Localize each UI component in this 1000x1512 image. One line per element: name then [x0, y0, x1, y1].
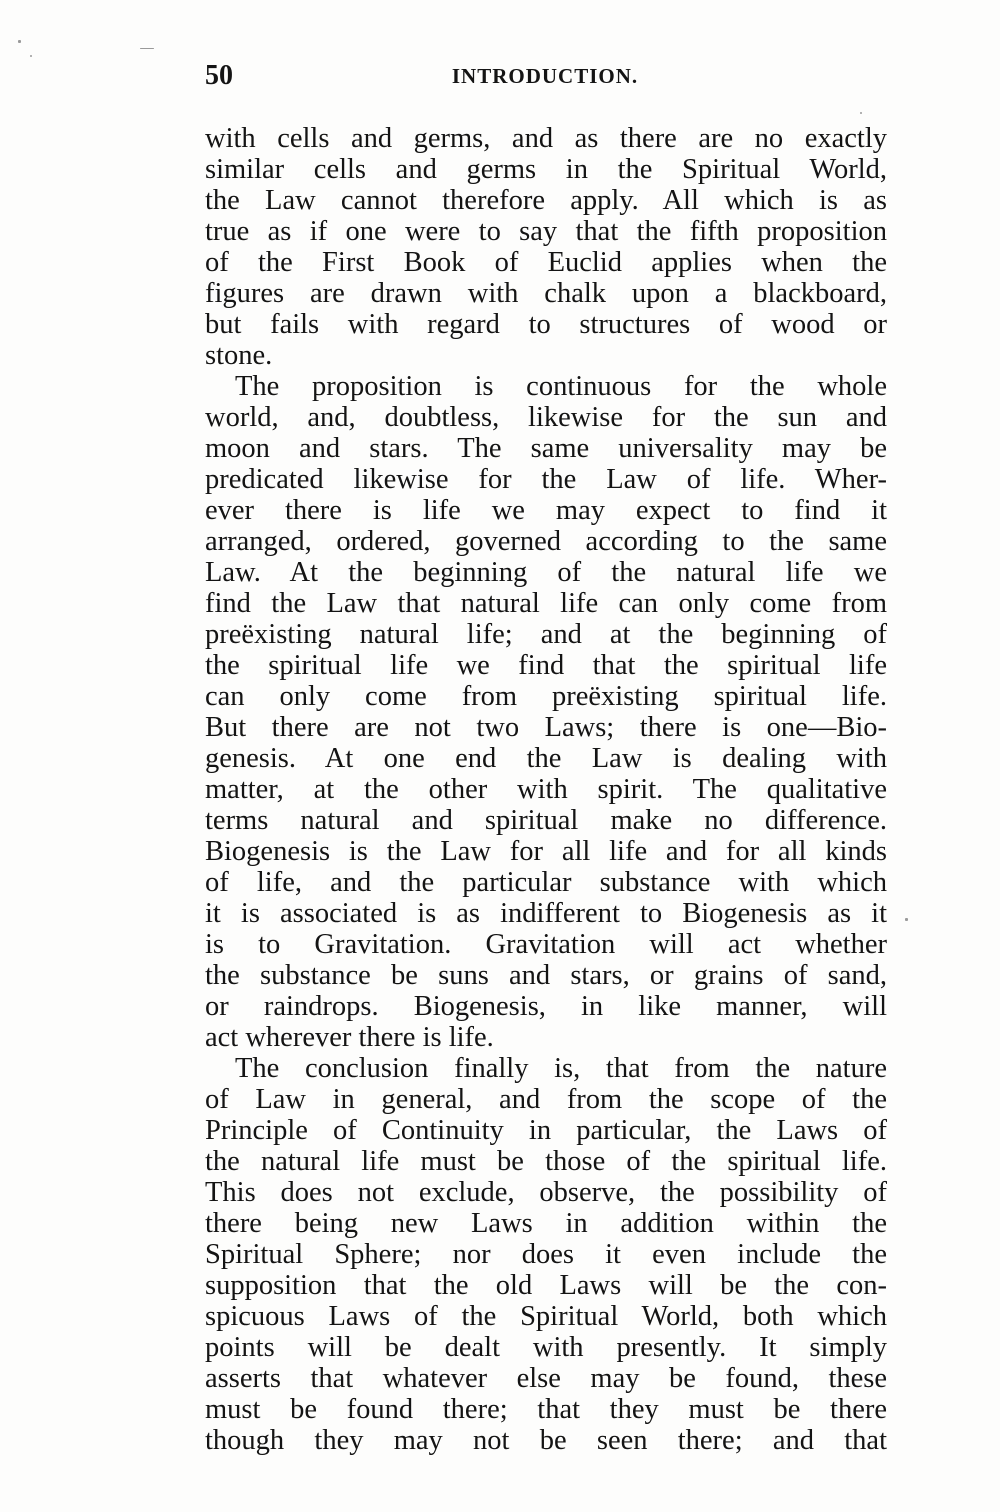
text-line: true as if one were to say that the fifth proposition: [205, 216, 887, 247]
text-line: but fails with regard to structures of wood or: [205, 309, 887, 340]
text-line: genesis. At one end the Law is dealing with: [205, 743, 887, 774]
text-line: it is associated is as indifferent to Biogenesis as it: [205, 898, 887, 929]
running-head: INTRODUCTION.: [451, 64, 639, 88]
text-line: ever there is life we may expect to find it: [205, 495, 887, 526]
text-line: must be found there; that they must be there: [205, 1394, 887, 1425]
text-line: predicated likewise for the Law of life. Wher-: [205, 464, 887, 495]
text-line: Principle of Continuity in particular, the Laws of: [205, 1115, 887, 1146]
text-line: But there are not two Laws; there is one—Bio-: [205, 712, 887, 743]
text-line: matter, at the other with spirit. The qualitative: [205, 774, 887, 805]
text-line: or raindrops. Biogenesis, in like manner, will: [205, 991, 887, 1022]
text-line: of the First Book of Euclid applies when the: [205, 247, 887, 278]
text-line: supposition that the old Laws will be the con-: [205, 1270, 887, 1301]
paper-speck: [30, 55, 32, 57]
text-line: the substance be suns and stars, or grains of sand,: [205, 960, 887, 991]
text-line: moon and stars. The same universality may be: [205, 433, 887, 464]
text-line: Spiritual Sphere; nor does it even include the: [205, 1239, 887, 1270]
text-line: terms natural and spiritual make no difference.: [205, 805, 887, 836]
text-line: the spiritual life we find that the spiritual life: [205, 650, 887, 681]
paragraph-start: The proposition is continuous for the whole: [235, 371, 887, 402]
text-line: This does not exclude, observe, the possibility of: [205, 1177, 887, 1208]
paper-speck: [905, 918, 908, 921]
text-line: figures are drawn with chalk upon a blackboard,: [205, 278, 887, 309]
text-line: stone.: [205, 340, 273, 371]
text-line: arranged, ordered, governed according to the same: [205, 526, 887, 557]
text-line: with cells and germs, and as there are no exactly: [205, 123, 887, 154]
paper-speck: [140, 48, 154, 49]
text-line: though they may not be seen there; and that: [205, 1425, 887, 1456]
paper-speck: [18, 40, 21, 43]
text-line: the natural life must be those of the spiritual life.: [205, 1146, 887, 1177]
paragraph-start: The conclusion finally is, that from the nature: [235, 1053, 887, 1084]
paper-speck: [860, 112, 862, 114]
page-number: 50: [205, 60, 233, 91]
text-line: the Law cannot therefore apply. All which is as: [205, 185, 887, 216]
text-line: there being new Laws in addition within the: [205, 1208, 887, 1239]
text-line: similar cells and germs in the Spiritual World,: [205, 154, 887, 185]
text-line: act wherever there is life.: [205, 1022, 494, 1053]
body-text: [205, 123, 887, 1456]
text-line: of life, and the particular substance with which: [205, 867, 887, 898]
text-line: asserts that whatever else may be found, these: [205, 1363, 887, 1394]
text-line: find the Law that natural life can only come from: [205, 588, 887, 619]
text-line: points will be dealt with presently. It simply: [205, 1332, 887, 1363]
text-line: spicuous Laws of the Spiritual World, both which: [205, 1301, 887, 1332]
text-line: preëxisting natural life; and at the beginning of: [205, 619, 887, 650]
text-line: of Law in general, and from the scope of the: [205, 1084, 887, 1115]
text-line: Law. At the beginning of the natural life we: [205, 557, 887, 588]
text-line: world, and, doubtless, likewise for the sun and: [205, 402, 887, 433]
text-line: Biogenesis is the Law for all life and for all kinds: [205, 836, 887, 867]
page-header: [205, 60, 885, 100]
text-line: can only come from preëxisting spiritual life.: [205, 681, 887, 712]
text-line: is to Gravitation. Gravitation will act whether: [205, 929, 887, 960]
